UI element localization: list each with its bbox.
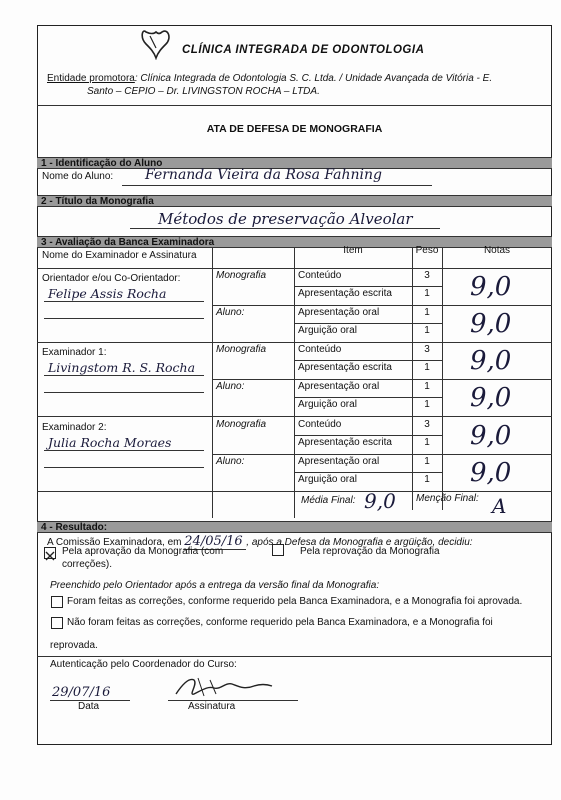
item-label: Conteúdo	[298, 270, 342, 281]
block-label: Aluno:	[216, 381, 245, 392]
examiner-role: Orientador e/ou Co-Orientador:	[42, 273, 181, 284]
nota-value: 9,0	[470, 421, 512, 451]
item-label: Conteúdo	[298, 419, 342, 430]
examiner-name: Livingstom R. S. Rocha	[48, 360, 196, 375]
comissao-date: 24/05/16	[184, 534, 246, 550]
item-label: Apresentação escrita	[298, 437, 392, 448]
correcoes-nao-text-1: Não foram feitas as correções, conforme requerido pela Banca Examinadora, e a Monografia foi	[67, 617, 493, 628]
examiner-blank-line	[44, 467, 204, 468]
block-label: Aluno:	[216, 307, 245, 318]
col-divider-item	[294, 248, 295, 518]
examiner-signature-line	[44, 450, 204, 451]
item-label: Apresentação escrita	[298, 362, 392, 373]
entidade-text-1: : Clínica Integrada de Odontologia S. C. Ltda. / Unidade Avançada de Vitória - E.	[134, 73, 493, 84]
peso-value: 1	[424, 307, 430, 318]
item-label: Arguição oral	[298, 474, 357, 485]
examiner-blank-line	[44, 318, 204, 319]
correcoes-nao-text-2: reprovada.	[50, 640, 98, 651]
correcoes-nao-checkbox[interactable]	[51, 617, 63, 629]
mencao-final-value: A	[492, 494, 507, 518]
aprovacao-text-1: Pela aprovação da Monografia (com	[62, 546, 224, 557]
nota-value: 9,0	[470, 346, 512, 376]
item-sub-divider	[294, 286, 442, 287]
col-header-peso: Peso	[415, 245, 439, 256]
peso-value: 1	[424, 362, 430, 373]
titulo-value: Métodos de preservação Alveolar	[158, 210, 413, 228]
block-label: Monografia	[216, 344, 267, 355]
section-1-heading: 1 - Identificação do Aluno	[37, 157, 552, 169]
item-sub-divider	[294, 360, 442, 361]
item-label: Apresentação oral	[298, 307, 380, 318]
nota-value: 9,0	[470, 383, 512, 413]
peso-value: 1	[424, 474, 430, 485]
block-divider	[212, 379, 552, 380]
peso-value: 1	[424, 456, 430, 467]
data-value: 29/07/16	[52, 685, 111, 700]
nome-underline	[122, 185, 432, 186]
examiner-role: Examinador 1:	[42, 347, 107, 358]
item-label: Arguição oral	[298, 399, 357, 410]
peso-value: 3	[424, 270, 430, 281]
block-label: Monografia	[216, 270, 267, 281]
peso-value: 1	[424, 437, 430, 448]
entidade-line-2: Santo – CEPIO – Dr. LIVINGSTON ROCHA – LTDA.	[87, 86, 320, 97]
autenticacao-label: Autenticação pelo Coordenador do Curso:	[50, 659, 237, 670]
titulo-underline	[130, 228, 440, 229]
examiner-row-bottom	[37, 342, 552, 343]
correcoes-feitas-checkbox[interactable]	[51, 596, 63, 608]
peso-value: 3	[424, 344, 430, 355]
block-divider	[212, 305, 552, 306]
reprovacao-text: Pela reprovação da Monografia	[300, 546, 440, 557]
col-divider-label	[212, 248, 213, 518]
nota-value: 9,0	[470, 458, 512, 488]
item-sub-divider	[294, 472, 442, 473]
item-sub-divider	[294, 323, 442, 324]
media-final-label: Média Final:	[301, 495, 356, 506]
block-divider	[212, 454, 552, 455]
col-header-item: Item	[343, 245, 363, 256]
examiner-row-bottom	[37, 416, 552, 417]
comissao-pre: A Comissão Examinadora, em	[47, 537, 182, 548]
peso-value: 3	[424, 419, 430, 430]
examiner-name: Julia Rocha Moraes	[48, 435, 172, 450]
section-2-heading: 2 - Título da Monografia	[37, 195, 552, 207]
peso-value: 1	[424, 399, 430, 410]
nome-aluno-value: Fernanda Vieira da Rosa Fahning	[145, 167, 382, 183]
preenchido-text: Preenchido pelo Orientador após a entrega da versão final da Monografia:	[50, 580, 380, 591]
item-label: Apresentação oral	[298, 381, 380, 392]
correcoes-feitas-text: Foram feitas as correções, conforme requerido pela Banca Examinadora, e a Monografia foi aprovada.	[67, 596, 523, 607]
item-label: Arguição oral	[298, 325, 357, 336]
mencao-final-label: Menção Final:	[416, 493, 479, 504]
signature-graphic	[170, 674, 280, 700]
col-header-nome: Nome do Examinador e Assinatura	[42, 250, 197, 261]
peso-value: 1	[424, 325, 430, 336]
reprovacao-checkbox[interactable]	[272, 544, 284, 556]
examiner-role: Examinador 2:	[42, 422, 107, 433]
data-label: Data	[78, 701, 100, 712]
media-final-value: 9,0	[364, 489, 396, 513]
item-label: Apresentação escrita	[298, 288, 392, 299]
block-label: Aluno:	[216, 456, 245, 467]
examiner-name: Felipe Assis Rocha	[48, 286, 167, 301]
assinatura-label: Assinatura	[188, 701, 236, 712]
col-header-notas: Notas	[483, 245, 511, 256]
entidade-line-1	[47, 73, 552, 84]
nota-value: 9,0	[470, 272, 512, 302]
item-label: Conteúdo	[298, 344, 342, 355]
peso-value: 1	[424, 288, 430, 299]
aprovacao-text-2: correções).	[62, 559, 113, 570]
item-sub-divider	[294, 435, 442, 436]
examiner-row-bottom	[37, 491, 552, 492]
divider-autenticacao	[37, 656, 552, 657]
clinic-name: CLÍNICA INTEGRADA DE ODONTOLOGIA	[182, 44, 425, 56]
check-mark-icon	[45, 551, 55, 561]
header-row-line	[37, 268, 552, 269]
item-sub-divider	[294, 397, 442, 398]
entidade-label: Entidade promotora	[47, 73, 135, 84]
examiner-blank-line	[44, 392, 204, 393]
comissao-post: , após a Defesa da Monografia e argüição, decidiu:	[246, 537, 473, 548]
section-4-heading: 4 - Resultado:	[37, 521, 552, 533]
document-title: ATA DE DEFESA DE MONOGRAFIA	[206, 123, 383, 135]
block-label: Monografia	[216, 419, 267, 430]
aprovacao-checkbox[interactable]	[44, 547, 56, 559]
nota-value: 9,0	[470, 309, 512, 339]
examiner-signature-line	[44, 301, 204, 302]
nome-aluno-label: Nome do Aluno:	[42, 171, 114, 182]
divider	[37, 105, 552, 106]
peso-value: 1	[424, 381, 430, 392]
item-label: Apresentação oral	[298, 456, 380, 467]
examiner-signature-line	[44, 375, 204, 376]
section-3-heading: 3 - Avaliação da Banca Examinadora	[37, 236, 552, 248]
